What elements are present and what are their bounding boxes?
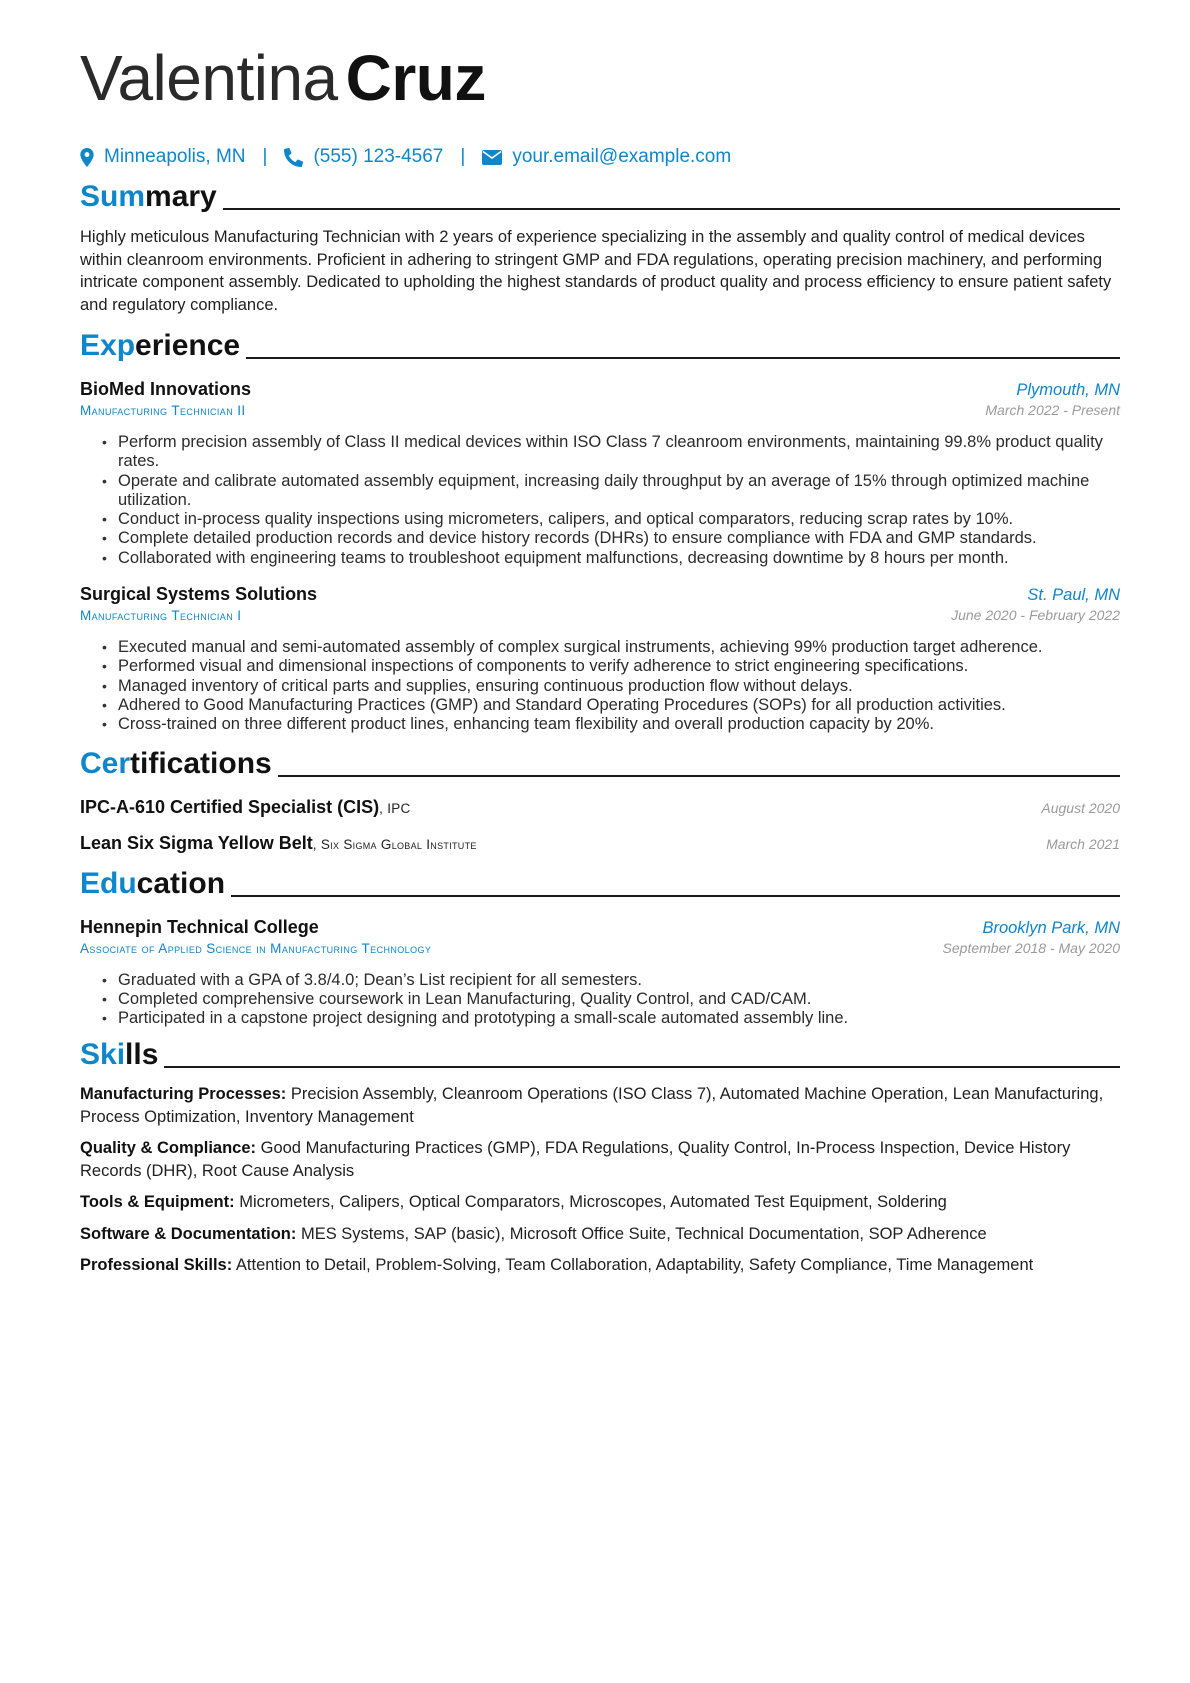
certification-item: IPC-A-610 Certified Specialist (CIS), IPC August 2020 bbox=[80, 795, 1120, 821]
section-title-skills: Skills bbox=[80, 1038, 159, 1072]
skill-items: Precision Assembly, Cleanroom Operations (ISO Class 7), Automated Machine Operation, Lean Manufacturing, Process Optimization, Inventory Management bbox=[80, 1085, 1104, 1126]
section-divider bbox=[246, 357, 1120, 359]
skill-category: Software & Documentation: bbox=[80, 1224, 297, 1243]
list-item: • Performed visual and dimensional inspections of components to verify adherence to strict engineering specifications. bbox=[118, 657, 1120, 676]
experience-entry bbox=[80, 377, 1120, 568]
list-item: • Conduct in-process quality inspections using micrometers, calipers, and optical comparators, reducing scrap rates by 10%. bbox=[118, 510, 1120, 529]
list-item: • Executed manual and semi-automated assembly of complex surgical instruments, achieving 99% production target adherence. bbox=[118, 638, 1120, 657]
company-name: BioMed Innovations bbox=[80, 379, 251, 399]
list-item: • Adhered to Good Manufacturing Practices (GMP) and Standard Operating Procedures (SOPs) for all production activities. bbox=[118, 696, 1120, 715]
certification-name: IPC-A-610 Certified Specialist (CIS) bbox=[80, 796, 380, 817]
certification-name: Lean Six Sigma Yellow Belt bbox=[80, 832, 313, 853]
education-dates: September 2018 - May 2020 bbox=[942, 939, 1120, 956]
resume-content bbox=[80, 40, 1120, 1277]
map-marker-icon bbox=[80, 148, 94, 167]
certification-issuer: Six Sigma Global Institute bbox=[320, 836, 477, 852]
education-section-header bbox=[80, 863, 1120, 903]
job-location: St. Paul, MN bbox=[1027, 586, 1120, 605]
summary-text: Highly meticulous Manufacturing Technician with 2 years of experience specializing in the assembly and quality control of medical devices within cleanroom environments. Proficient in adhering to stringent GMP and FDA regulations, operating precision machinery, and performing intricate component assembly. Dedicated to upholding the highest standards of product quality and process efficiency to ensure patient safety and regulatory compliance. bbox=[80, 228, 1112, 314]
education-entry bbox=[80, 915, 1120, 1029]
skills-section-header bbox=[80, 1034, 1120, 1074]
job-location: Plymouth, MN bbox=[1016, 381, 1120, 399]
certification-issuer: IPC bbox=[387, 800, 411, 816]
email-link[interactable]: your.email@example.com bbox=[512, 146, 732, 167]
certification-item: Lean Six Sigma Yellow Belt, Six Sigma Global Institute March 2021 bbox=[80, 831, 1120, 857]
skill-group bbox=[80, 1083, 1120, 1128]
certifications-section-header bbox=[80, 743, 1120, 783]
section-title-certifications: Certifications bbox=[80, 746, 272, 780]
job-title: Manufacturing Technician II bbox=[80, 403, 246, 418]
skill-group bbox=[80, 1191, 1120, 1214]
section-divider bbox=[223, 208, 1120, 210]
phone-text: (555) 123-4567 bbox=[313, 146, 444, 167]
school-location: Brooklyn Park, MN bbox=[982, 918, 1120, 937]
skill-category: Tools & Equipment: bbox=[80, 1193, 235, 1212]
list-item: • Complete detailed production records and device history records (DHRs) to ensure compliance with FDA and GMP standards. bbox=[118, 529, 1120, 548]
contact-email[interactable] bbox=[482, 146, 731, 168]
school-name: Hennepin Technical College bbox=[80, 916, 319, 937]
first-name: Valentina bbox=[80, 42, 338, 114]
skill-items: Good Manufacturing Practices (GMP), FDA Regulations, Quality Control, In-Process Inspection, Device History Records (DHR), Root Cause Analysis bbox=[80, 1139, 1071, 1180]
list-item: • Operate and calibrate automated assembly equipment, increasing daily throughput by an average of 15% through optimized machine utilization. bbox=[118, 472, 1120, 511]
job-bullets bbox=[80, 433, 1120, 568]
skill-items: Attention to Detail, Problem-Solving, Team Collaboration, Adaptability, Safety Compliance, Time Management bbox=[235, 1256, 1034, 1275]
skill-category: Manufacturing Processes: bbox=[80, 1085, 287, 1104]
location-text: Minneapolis, MN bbox=[104, 146, 246, 167]
skill-group bbox=[80, 1137, 1120, 1182]
degree-title: Associate of Applied Science in Manufacturing Technology bbox=[80, 940, 432, 956]
skill-category: Professional Skills: bbox=[80, 1256, 233, 1275]
section-divider bbox=[278, 775, 1120, 777]
section-title-summary: Summary bbox=[80, 180, 217, 213]
skill-group bbox=[80, 1223, 1120, 1246]
skill-group bbox=[80, 1254, 1120, 1277]
certification-date: March 2021 bbox=[1046, 835, 1120, 852]
job-title: Manufacturing Technician I bbox=[80, 608, 242, 624]
job-bullets bbox=[80, 638, 1120, 734]
job-dates: March 2022 - Present bbox=[985, 402, 1120, 418]
experience-section-header bbox=[80, 325, 1120, 365]
envelope-icon bbox=[482, 150, 502, 165]
list-item: • Cross-trained on three different product lines, enhancing team flexibility and overall production capacity by 20%. bbox=[118, 715, 1120, 734]
skill-items: Micrometers, Calipers, Optical Comparators, Microscopes, Automated Test Equipment, Soldering bbox=[239, 1193, 947, 1212]
skill-category: Quality & Compliance: bbox=[80, 1139, 257, 1158]
phone-icon bbox=[284, 148, 303, 167]
section-title-experience: Experience bbox=[80, 329, 241, 362]
list-item: • Managed inventory of critical parts and supplies, ensuring continuous production flow without delays. bbox=[118, 677, 1120, 696]
experience-entry bbox=[80, 582, 1120, 734]
list-item: • Graduated with a GPA of 3.8/4.0; Dean’s List recipient for all semesters. bbox=[118, 971, 1120, 990]
company-name: Surgical Systems Solutions bbox=[80, 584, 318, 605]
list-item: • Collaborated with engineering teams to troubleshoot equipment malfunctions, decreasing downtime by 8 hours per month. bbox=[118, 549, 1120, 568]
list-item: • Participated in a capstone project designing and prototyping a small-scale automated assembly line. bbox=[118, 1009, 1120, 1028]
contact-phone bbox=[284, 146, 443, 168]
section-title-education: Education bbox=[80, 866, 226, 900]
job-dates: June 2020 - February 2022 bbox=[951, 607, 1120, 624]
list-item: • Completed comprehensive coursework in Lean Manufacturing, Quality Control, and CAD/CAM. bbox=[118, 990, 1120, 1009]
contact-separator: | bbox=[460, 146, 466, 167]
candidate-name bbox=[80, 40, 1120, 122]
contact-line bbox=[80, 140, 1120, 174]
education-bullets bbox=[80, 971, 1120, 1029]
skill-items: MES Systems, SAP (basic), Microsoft Office Suite, Technical Documentation, SOP Adherence bbox=[300, 1224, 987, 1243]
last-name: Cruz bbox=[345, 42, 486, 114]
section-divider bbox=[164, 1066, 1120, 1068]
contact-separator: | bbox=[262, 146, 268, 167]
list-item: • Perform precision assembly of Class II medical devices within ISO Class 7 cleanroom environments, maintaining 99.8% product quality rates. bbox=[118, 433, 1120, 472]
section-divider bbox=[231, 895, 1120, 897]
contact-location bbox=[80, 146, 246, 168]
certification-date: August 2020 bbox=[1041, 799, 1120, 816]
summary-section-header bbox=[80, 176, 1120, 216]
